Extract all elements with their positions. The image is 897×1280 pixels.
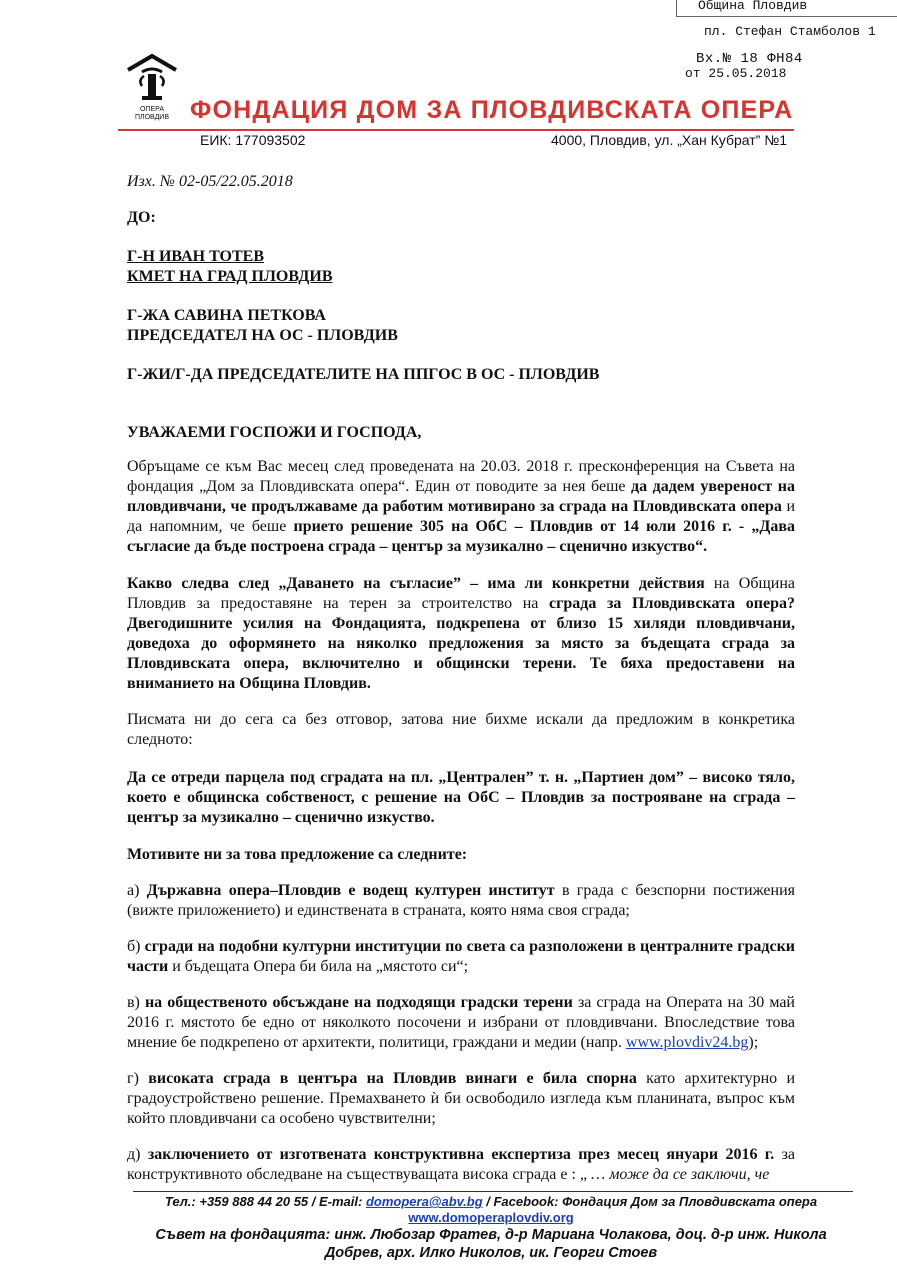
stamp-municipality: Община Пловдив (698, 0, 808, 13)
email-link[interactable]: domopera@abv.bg (365, 1194, 483, 1209)
motives-heading: Мотивите ни за това предложение са следните: (127, 846, 468, 863)
intro-text-2: и да напомним, че беше (127, 498, 796, 535)
motive-e (127, 1145, 795, 1185)
organization-address: 4000, Пловдив, ул. „Хан Кубрат” №1 (551, 132, 787, 148)
paragraph-proposal: Да се отреди парцела под сградата на пл. „Централен” т. н. „Партиен дом” – високо тяло, което е общинска собственост, с решение на ОбС – Пловдив за построяване на сграда – център за музикално – сценично изкуство. (127, 769, 795, 826)
paragraph-question (127, 574, 795, 694)
footer-contacts (118, 1194, 864, 1210)
motive-a-label: а) (127, 882, 147, 899)
motive-e-text: за конструктивното обследване на съществуващата висока сграда е : „ (127, 1146, 796, 1183)
header-divider (118, 129, 794, 131)
stamp-address: пл. Стефан Стамболов 1 (704, 24, 876, 39)
recipient-chair-name: Г-ЖА САВИНА ПЕТКОВА (127, 307, 326, 324)
recipient-groups: Г-ЖИ/Г-ДА ПРЕДСЕДАТЕЛИТЕ НА ППГОС В ОС - ПЛОВДИВ (127, 366, 600, 383)
paragraph-intro (127, 457, 795, 557)
motive-e-quote: … може да се заключи, че (590, 1166, 770, 1183)
motive-b (127, 937, 795, 977)
motive-d-label: г) (127, 1070, 149, 1087)
intro-decision: прието решение 305 на ОбС – Пловдив от 14 юли 2016 г. - „Дава съгласие да бъде построена сграда – център за музикално – сценично изкуство“. (127, 518, 795, 555)
recipient-mayor-title: КМЕТ НА ГРАД ПЛОВДИВ (127, 268, 333, 285)
opera-logo (124, 50, 180, 124)
footer-council-1: Съвет на фондацията: инж. Любозар Фратев, д-р Мариана Чолакова, доц. д-р инж. Никола (155, 1227, 827, 1243)
motive-a-bold: Държавна опера–Пловдив е водещ културен институт (146, 882, 555, 899)
motive-c (127, 993, 795, 1053)
motive-c-label: в) (127, 994, 145, 1011)
intro-text: Обръщаме се към Вас месец след проведената на 20.03. 2018 г. пресконференция на Съвета на фондация „Дом за Пловдивската опера“. Един от поводите за нея беше (127, 458, 795, 495)
opera-column-icon (124, 50, 180, 102)
letter-body (127, 172, 795, 1185)
plovdiv24-link[interactable]: www.plovdiv24.bg (625, 1034, 749, 1051)
logo-text-opera: ОПЕРА (139, 106, 164, 113)
question-bold: Какво следва след „Даването на съгласие” – има ли конкретни действия (127, 575, 705, 592)
motive-a (127, 881, 795, 921)
motive-d (127, 1069, 795, 1129)
salutation: УВАЖАЕМИ ГОСПОЖИ И ГОСПОДА, (127, 424, 422, 441)
registration-stamp (676, 0, 897, 96)
stamp-reg-no: Вх.№ 18 ФН84 (696, 51, 803, 67)
reference-number: Изх. № 02-05/22.05.2018 (127, 173, 293, 190)
motive-c-end: ); (748, 1034, 759, 1051)
motive-c-bold: на общественото обсъждане на подходящи градски терени (144, 994, 573, 1011)
footer-facebook: / Facebook: Фондация Дом за Пловдивската опера (482, 1194, 818, 1209)
recipient-chair-title: ПРЕДСЕДАТЕЛ НА ОС - ПЛОВДИВ (127, 327, 398, 344)
stamp-date: от 25.05.2018 (685, 66, 787, 81)
motive-d-bold: високата сграда в центъра на Пловдив винаги е била спорна (148, 1070, 637, 1087)
question-text: на Община Пловдив за предоставяне на терен за строителство на (127, 575, 796, 612)
footer (118, 1194, 864, 1262)
paragraph-proposal-intro: Писмата ни до сега са без отговор, затова ние бихме искали да предложим в конкретика следното: (127, 711, 795, 748)
motive-d-text: като архитектурно и градоустройствено решение. Премахването ѝ би освободило изгледа към планината, въпрос към който пловдивчани са особено чувствителни; (127, 1070, 796, 1127)
motive-a-text: в града с безспорни постижения (вижте приложението) и единствената в страната, която няма своя сграда; (127, 882, 795, 919)
motive-b-label: б) (127, 938, 145, 955)
footer-phone: Тел.: +359 888 44 20 55 / E-mail: (164, 1194, 366, 1209)
question-bold-2: сграда за Пловдивската опера? Двегодишните усилия на Фондацията, подкрепена от близо 15 хиляди пловдивчани, доведоха до оформянето на няколко предложения за място за бъдещата сграда за Пловдивската опера, включително и общински терени. Те бяха предоставени на вниманието на Община Пловдив. (127, 595, 795, 692)
motive-e-bold: заключението от изготвената конструктивна експертиза през месец януари 2016 г. (147, 1146, 775, 1163)
footer-council-2: Добрев, арх. Илко Николов, ик. Георги Стоев (324, 1245, 658, 1261)
intro-bold: да дадем увереност на пловдивчани, че продължаваме да работим мотивирано за сграда на Пловдивската опера (127, 478, 796, 515)
website-link[interactable]: www.domoperaplovdiv.org (408, 1210, 574, 1225)
recipient-mayor-name: Г-Н ИВАН ТОТЕВ (127, 248, 264, 265)
motive-e-label: д) (127, 1146, 148, 1163)
motive-c-text: за сграда на Операта на 30 май 2016 г. мястото бе едно от няколкото посочени и избрани от пловдивчани. Впоследствие това мнение бе подкрепено от архитекти, политици, граждани и медии (напр. (127, 994, 795, 1051)
motive-b-text: и бъдещата Опера би била на „мястото си“; (168, 958, 469, 975)
organization-name: ФОНДАЦИЯ ДОМ ЗА ПЛОВДИВСКАТА ОПЕРА (190, 96, 794, 124)
to-label: ДО: (127, 209, 156, 226)
logo-text-plovdiv: ПЛОВДИВ (134, 114, 170, 121)
footer-divider (133, 1191, 853, 1192)
eik-number: ЕИК: 177093502 (200, 132, 306, 148)
motive-b-bold: сгради на подобни културни институции по света са разположени в централните градски части (127, 938, 796, 975)
